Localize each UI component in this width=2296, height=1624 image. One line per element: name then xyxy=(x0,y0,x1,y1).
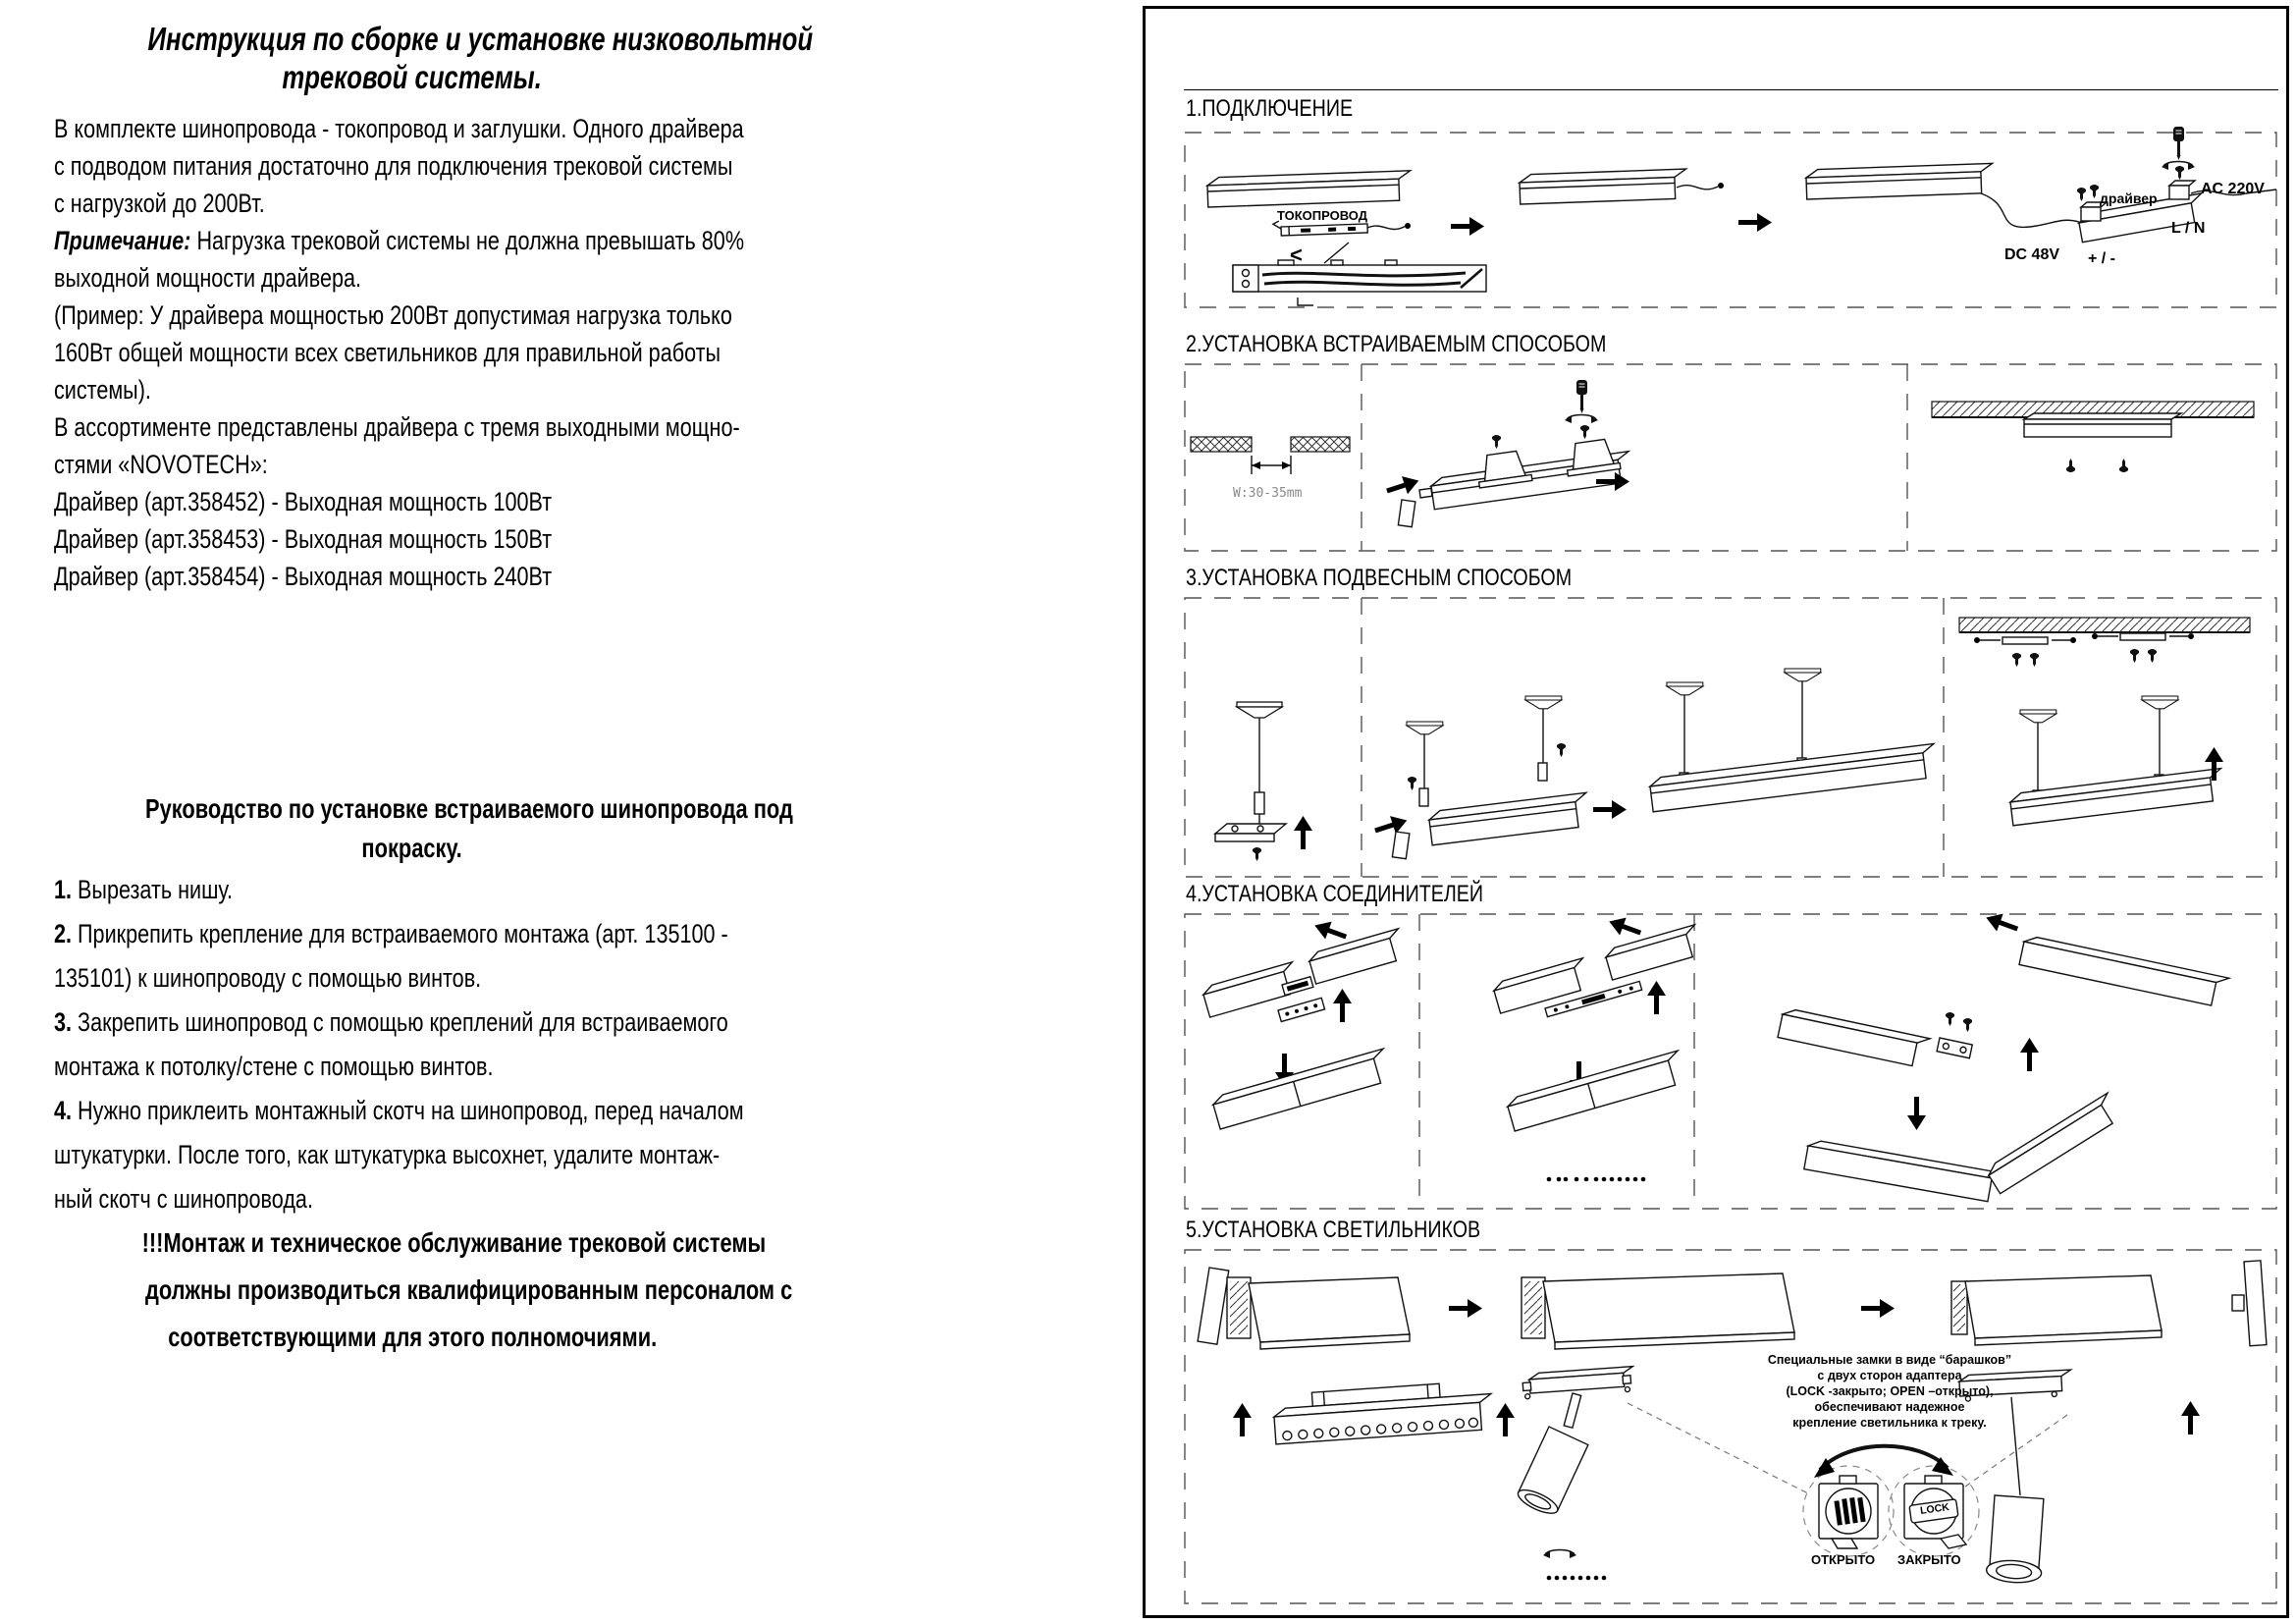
arrow-icon xyxy=(1311,917,1349,946)
text-line: системы). xyxy=(54,375,151,405)
end-plate xyxy=(1198,1268,1229,1344)
step-line: монтажа к потолку/стене с помощью винтов. xyxy=(54,1052,494,1081)
driver-label: драйвер xyxy=(2100,190,2158,206)
screwdriver-icon xyxy=(1576,380,1587,413)
document-title xyxy=(54,20,814,96)
arrow-up-icon xyxy=(1647,981,1666,1014)
lock-dial-text: LOCK xyxy=(1919,1500,1950,1518)
warning-line: соответствующими для этого полномочиями. xyxy=(168,1322,657,1352)
driver-item: Драйвер (арт.358453) - Выходная мощность 150Вт xyxy=(54,524,553,554)
screw-icon xyxy=(2030,653,2039,667)
track-bar xyxy=(2019,935,2229,1007)
canopy-icon xyxy=(2142,696,2178,709)
section-2-header: 2.УСТАНОВКА ВСТРАИВАЕМЫМ СПОСОБОМ xyxy=(1186,331,1607,357)
screw-icon xyxy=(1963,1018,1972,1032)
dots-row xyxy=(1547,1576,1607,1581)
straight-connector xyxy=(1278,998,1325,1021)
step-line: 1. Вырезать нишу. xyxy=(54,875,234,904)
arrow-icon xyxy=(1983,909,2020,938)
canopy-icon xyxy=(1785,669,1821,681)
guide-heading-line: Руководство по установке встраиваемого шинопровода под xyxy=(145,793,793,824)
arrow-up-icon xyxy=(2181,1401,2200,1435)
screw-icon xyxy=(2077,188,2086,201)
polarity-label: + / - xyxy=(2088,250,2116,267)
ac-voltage-label: AC 220V xyxy=(2201,181,2265,197)
screw-icon xyxy=(1580,425,1589,439)
track-bar xyxy=(1207,171,1412,207)
ceiling-bracket xyxy=(2092,633,2194,640)
joined-corner-track xyxy=(1804,1139,2004,1204)
arrow-up-icon xyxy=(1233,1403,1252,1436)
note-text: Нагрузка трековой системы не должна превышать 80% xyxy=(190,226,745,255)
title-line: трековой системы. xyxy=(282,59,543,95)
arrow-down-icon xyxy=(1907,1097,1926,1130)
line-neutral-label: L / N xyxy=(2171,220,2206,237)
step-line: 135101) к шинопроводу с помощью винтов. xyxy=(54,963,482,993)
section-1-header: 1.ПОДКЛЮЧЕНИЕ xyxy=(1186,95,1354,122)
screwdriver-icon xyxy=(2173,127,2184,160)
track-bar xyxy=(1520,169,1687,204)
screw-icon xyxy=(1557,743,1566,757)
ceiling-band xyxy=(1959,618,2250,632)
note-label: Примечание: xyxy=(54,226,191,255)
installation-steps xyxy=(54,868,771,1221)
screw-icon xyxy=(2148,649,2157,663)
warning-line: !!!Монтаж и техническое обслуживание трековой системы xyxy=(141,1227,767,1258)
track-bar xyxy=(1308,929,1407,984)
arrow-up-icon xyxy=(1333,989,1352,1022)
title-line: Инструкция по сборке и установке низковольтной xyxy=(147,21,814,57)
step-line: ный скотч с шинопровода. xyxy=(54,1184,313,1214)
text-line: с нагрузкой до 200Вт. xyxy=(54,189,265,218)
rotate-icon xyxy=(1543,1550,1576,1559)
joined-corner-track xyxy=(1985,1093,2122,1193)
safety-warning xyxy=(54,1219,793,1361)
wall-plate xyxy=(2244,1261,2267,1346)
screw-icon xyxy=(1492,435,1501,449)
screw-icon xyxy=(2175,166,2184,180)
note-line xyxy=(54,222,744,259)
track-bar xyxy=(1778,1007,1930,1068)
screw-icon xyxy=(2119,459,2128,472)
step-line: 2. Прикрепить крепление для встраиваемого монтажа (арт. 135100 - xyxy=(54,919,728,948)
rotate-icon xyxy=(1565,415,1598,424)
section-4-diagram xyxy=(1184,912,2278,1213)
arrow-icon xyxy=(1606,913,1643,942)
text-line: выходной мощности драйвера. xyxy=(54,263,362,293)
driver-item: Драйвер (арт.358454) - Выходная мощность 240Вт xyxy=(54,562,553,591)
spot-light xyxy=(1515,1367,1634,1518)
joined-track xyxy=(1506,1051,1686,1131)
guide-heading-line: покраску. xyxy=(361,833,463,863)
tokoprovod-label: ТОКОПРОВОД xyxy=(1277,208,1367,223)
text-line: 160Вт общей мощности всех светильников для правильной работы xyxy=(54,338,721,367)
dc-voltage-label: DC 48V xyxy=(2004,246,2060,263)
canopy-icon xyxy=(1407,722,1443,734)
section-4-header: 4.УСТАНОВКА СОЕДИНИТЕЛЕЙ xyxy=(1186,881,1484,907)
arrow-right-icon xyxy=(1449,1299,1482,1318)
dots-row xyxy=(1547,1177,1646,1182)
arrow-right-icon xyxy=(1738,213,1772,232)
warning-line: должны производиться квалифицированным персоналом с xyxy=(144,1274,793,1305)
ceiling-section xyxy=(1291,437,1350,452)
section-3-diagram xyxy=(1184,596,2278,879)
arrow-icon xyxy=(1384,471,1421,500)
closed-label: ЗАКРЫТО xyxy=(1897,1552,1961,1567)
arrow-right-icon xyxy=(1593,800,1627,819)
driver-item: Драйвер (арт.358452) - Выходная мощность 100Вт xyxy=(54,487,553,516)
screw-icon xyxy=(2066,459,2075,472)
track-bar xyxy=(1428,792,1590,844)
wall-bracket xyxy=(2232,1295,2244,1311)
screw-icon xyxy=(1408,777,1416,790)
step-line: 4. Нужно приклеить монтажный скотч на шинопровод, перед началом xyxy=(54,1096,744,1125)
text-line: В ассортименте представлены драйвера с тремя выходными мощно- xyxy=(54,412,740,442)
text-line: (Пример: У драйвера мощностью 200Вт допустимая нагрузка только xyxy=(54,300,732,330)
canopy-icon xyxy=(1237,702,1282,718)
section-5-header: 5.УСТАНОВКА СВЕТИЛЬНИКОВ xyxy=(1186,1217,1481,1243)
linear-fixture xyxy=(1227,1277,1410,1349)
linear-fixture xyxy=(1522,1273,1794,1349)
text-line: В комплекте шинопровода - токопровод и заглушки. Одного драйвера xyxy=(54,114,744,143)
corner-connector xyxy=(1937,1038,1972,1058)
joined-track xyxy=(1211,1049,1392,1129)
grill-light-fixture xyxy=(1272,1380,1493,1444)
ceiling-bracket xyxy=(1974,637,2076,644)
arrow-up-icon xyxy=(1294,816,1312,849)
track-bar xyxy=(2009,769,2224,826)
track-bar xyxy=(1806,163,1994,199)
step-line: штукатурки. После того, как штукатурка высохнет, удалите монтаж- xyxy=(54,1140,721,1169)
canopy-icon xyxy=(1525,696,1562,709)
text-line: стями «NOVOTECH»: xyxy=(54,450,268,479)
arrow-up-icon xyxy=(2020,1038,2039,1071)
angle-mark: < xyxy=(1290,243,1303,267)
lock-dial-open xyxy=(1803,1466,1894,1556)
track-bar xyxy=(1649,743,1938,811)
intro-paragraphs xyxy=(54,110,771,595)
recessed-track xyxy=(2024,413,2181,437)
niche-dimension xyxy=(1252,456,1291,474)
guide-heading xyxy=(54,789,793,868)
canopy-icon xyxy=(2020,710,2056,723)
screw-icon xyxy=(1946,1012,1954,1026)
section-2-diagram xyxy=(1184,362,2278,555)
arrow-up-icon xyxy=(1496,1403,1515,1436)
arrow-right-icon xyxy=(1861,1299,1895,1318)
text-line: с подводом питания достаточно для подключения трековой системы xyxy=(54,151,733,181)
screw-icon xyxy=(2090,185,2099,198)
track-cross-detail xyxy=(1233,260,1486,305)
divider-line xyxy=(1184,89,2278,90)
niche-width-label: W:30-35mm xyxy=(1233,486,1303,501)
linear-fixture xyxy=(1951,1275,2162,1345)
cable-clamp xyxy=(1215,824,1286,841)
section-3-header: 3.УСТАНОВКА ПОДВЕСНЫМ СПОСОБОМ xyxy=(1186,565,1573,591)
arrow-right-icon xyxy=(1451,217,1484,236)
open-label: ОТКРЫТО xyxy=(1811,1552,1876,1567)
screw-icon xyxy=(1253,847,1261,861)
screw-icon xyxy=(2012,653,2021,667)
ceiling-section xyxy=(1191,437,1252,452)
screw-icon xyxy=(2130,649,2139,663)
diagram-panel xyxy=(1143,6,2289,1618)
lock-annotation: Специальные замки в виде “барашков” с двух сторон адаптера (LOCK -закрыто; OPEN –открыто), обеспечивают надежное крепление светильника к треку. xyxy=(1767,1353,2012,1430)
step-line: 3. Закрепить шинопровод с помощью креплений для встраиваемого xyxy=(54,1007,728,1037)
straight-connector xyxy=(1282,977,1313,996)
canopy-icon xyxy=(1667,682,1703,695)
